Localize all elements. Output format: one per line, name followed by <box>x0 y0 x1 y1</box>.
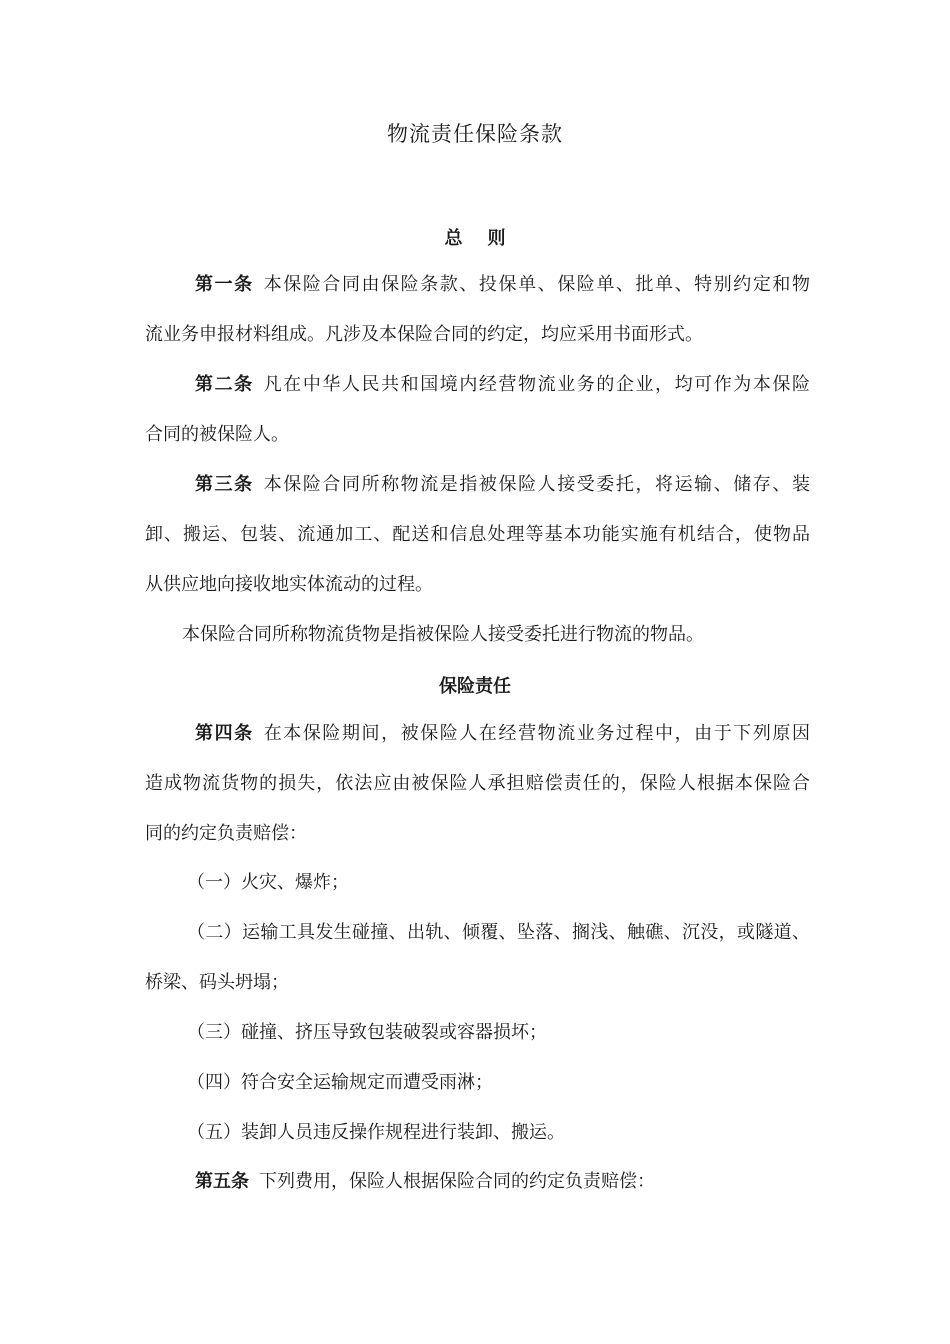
list-item: （三）碰撞、挤压导致包装破裂或容器损坏； <box>187 1022 547 1043</box>
article-3-line-1: 第三条 本保险合同所称物流是指被保险人接受委托，将运输、储存、装 <box>195 474 811 495</box>
article-3-line-2: 卸、搬运、包装、流通加工、配送和信息处理等基本功能实施有机结合，使物品 <box>145 524 810 545</box>
article-3-label: 第三条 <box>195 474 254 495</box>
list-item-continuation: 桥梁、码头坍塌； <box>145 972 289 993</box>
list-item: （五）装卸人员违反操作规程进行装卸、搬运。 <box>187 1122 565 1143</box>
article-2-label: 第二条 <box>195 374 254 395</box>
article-5-label: 第五条 <box>195 1171 249 1192</box>
article-2-line-2: 合同的被保险人。 <box>145 424 289 445</box>
article-4-line-2: 造成物流货物的损失，依法应由被保险人承担赔偿责任的，保险人根据本保险合 <box>145 773 810 794</box>
article-1-line-1: 第一条 本保险合同由保险条款、投保单、保险单、批单、特别约定和物 <box>195 274 811 295</box>
article-4-line-1: 第四条 在本保险期间，被保险人在经营物流业务过程中，由于下列原因 <box>195 723 811 744</box>
document-title: 物流责任保险条款 <box>387 122 563 146</box>
section-heading-general: 总 则 <box>444 228 506 249</box>
section-heading-liability: 保险责任 <box>439 676 511 697</box>
article-1-label: 第一条 <box>195 274 254 295</box>
list-item: （四）符合安全运输规定而遭受雨淋； <box>187 1072 493 1093</box>
list-item: （二）运输工具发生碰撞、出轨、倾覆、坠落、搁浅、触礁、沉没，或隧道、 <box>187 922 810 943</box>
article-5-line-1: 第五条 下列费用，保险人根据保险合同的约定负责赔偿： <box>195 1171 655 1192</box>
article-3-line-3: 从供应地向接收地实体流动的过程。 <box>145 574 433 595</box>
article-2-line-1: 第二条 凡在中华人民共和国境内经营物流业务的企业，均可作为本保险 <box>195 374 811 395</box>
article-3-paragraph-2: 本保险合同所称物流货物是指被保险人接受委托进行物流的物品。 <box>182 624 704 645</box>
list-item: （一）火灾、爆炸； <box>187 872 349 893</box>
article-4-line-3: 同的约定负责赔偿： <box>145 823 307 844</box>
article-4-label: 第四条 <box>195 723 254 744</box>
article-1-line-2: 流业务申报材料组成。凡涉及本保险合同的约定，均应采用书面形式。 <box>145 324 703 345</box>
